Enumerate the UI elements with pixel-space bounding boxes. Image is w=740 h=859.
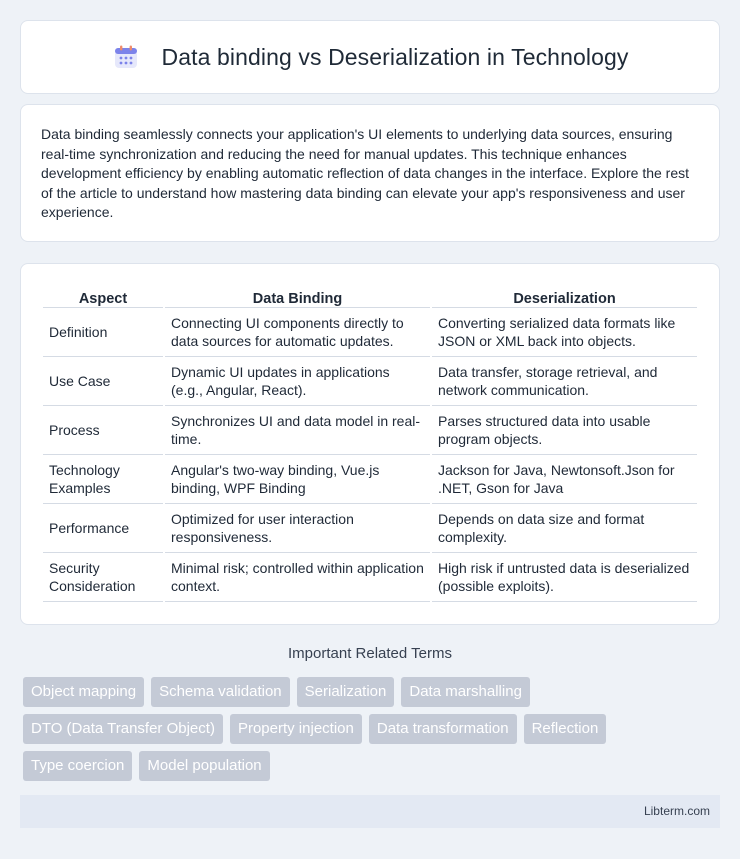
table-row (43, 308, 697, 357)
comparison-card (20, 263, 720, 625)
header-deserialization: Deserialization (432, 284, 697, 308)
related-term-tag[interactable]: Property injection (230, 714, 362, 744)
cell-deserialization: Depends on data size and format complexity. (432, 504, 697, 553)
header-aspect: Aspect (43, 284, 163, 308)
table-row (43, 357, 697, 406)
cell-binding: Connecting UI components directly to data sources for automatic updates. (165, 308, 430, 357)
cell-aspect: Performance (43, 504, 163, 553)
comparison-table (41, 284, 699, 602)
table-row (43, 455, 697, 504)
intro-card (20, 104, 720, 242)
header-card (20, 20, 720, 94)
intro-paragraph: Data binding seamlessly connects your application's UI elements to underlying data sources, ensuring real-time synchronization and reducing the need for manual updates. This technique enhances development efficiency by enabling automatic reflection of data changes in the interface. Explore the rest of the article to understand how mastering data binding can elevate your app's responsiveness and user experience. (41, 126, 690, 220)
cell-binding: Minimal risk; controlled within application context. (165, 553, 430, 602)
related-term-tag[interactable]: Object mapping (23, 677, 144, 707)
cell-deserialization: High risk if untrusted data is deserialized (possible exploits). (432, 553, 697, 602)
footer-brand-link[interactable]: Libterm.com (643, 804, 710, 818)
cell-aspect: Use Case (43, 357, 163, 406)
table-row (43, 553, 697, 602)
footer (20, 795, 720, 828)
related-terms-list (23, 677, 713, 781)
cell-binding: Synchronizes UI and data model in real-time. (165, 406, 430, 455)
header-data-binding: Data Binding (165, 284, 430, 308)
related-term-tag[interactable]: Reflection (524, 714, 607, 744)
related-terms-title: Important Related Terms (288, 645, 452, 662)
related-term-tag[interactable]: Serialization (297, 677, 395, 707)
cell-deserialization: Jackson for Java, Newtonsoft.Json for .NET, Gson for Java (432, 455, 697, 504)
table-row (43, 504, 697, 553)
related-term-tag[interactable]: Data marshalling (401, 677, 530, 707)
cell-aspect: Security Consideration (43, 553, 163, 602)
cell-binding: Dynamic UI updates in applications (e.g., Angular, React). (165, 357, 430, 406)
cell-deserialization: Parses structured data into usable program objects. (432, 406, 697, 455)
cell-deserialization: Data transfer, storage retrieval, and network communication. (432, 357, 697, 406)
table-header-row (43, 284, 697, 308)
cell-deserialization: Converting serialized data formats like JSON or XML back into objects. (432, 308, 697, 357)
related-term-tag[interactable]: DTO (Data Transfer Object) (23, 714, 223, 744)
cell-binding: Optimized for user interaction responsiveness. (165, 504, 430, 553)
cell-binding: Angular's two-way binding, Vue.js binding, WPF Binding (165, 455, 430, 504)
related-term-tag[interactable]: Data transformation (369, 714, 517, 744)
cell-aspect: Definition (43, 308, 163, 357)
cell-aspect: Technology Examples (43, 455, 163, 504)
page-title: Data binding vs Deserialization in Technology (161, 43, 629, 70)
table-row (43, 406, 697, 455)
calendar-icon (112, 43, 140, 71)
related-term-tag[interactable]: Schema validation (151, 677, 290, 707)
cell-aspect: Process (43, 406, 163, 455)
related-term-tag[interactable]: Type coercion (23, 751, 132, 781)
related-term-tag[interactable]: Model population (139, 751, 269, 781)
